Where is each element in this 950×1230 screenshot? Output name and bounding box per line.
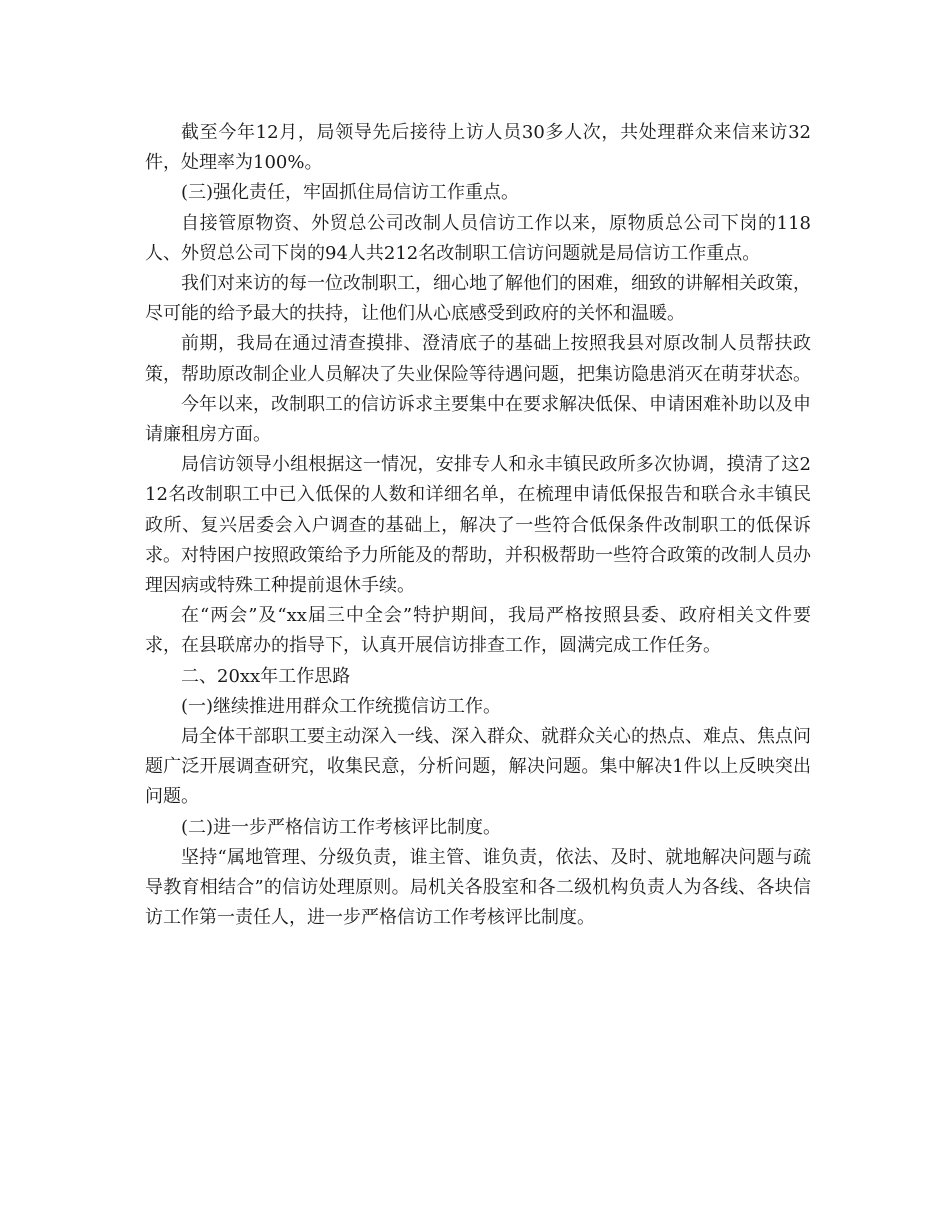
paragraph-7: 局信访领导小组根据这一情况，安排专人和永丰镇民政所多次协调，摸清了这212名改制职工中已入低保的人数和详细名单，在梳理申请低保报告和联合永丰镇民政所、复兴居委会入户调查的基础上，解决了一些符合低保条件改制职工的低保诉求。对特困户按照政策给予力所能及的帮助，并积极帮助一些符合政策的改制人员办理因病或特殊工种提前退休手续。 [145, 454, 811, 597]
paragraph-5: 前期，我局在通过清查摸排、澄清底子的基础上按照我县对原改制人员帮扶政策，帮助原改制企业人员解决了失业保险等待遇问题，把集访隐患消灭在萌芽状态。 [145, 333, 811, 385]
section-heading: 二、20xx年工作思路 [181, 665, 351, 687]
paragraph-2: (三)强化责任，牢固抓住局信访工作重点。 [181, 182, 520, 204]
paragraph-4: 我们对来访的每一位改制职工，细心地了解他们的困难，细致的讲解相关政策，尽可能的给予最大的扶持，让他们从心底感受到政府的关怀和温暖。 [145, 273, 811, 325]
paragraph-6: 今年以来，改制职工的信访诉求主要集中在要求解决低保、申请困难补助以及申请廉租房方面。 [145, 393, 811, 446]
subheading-2: (二)进一步严格信访工作考核评比制度。 [181, 816, 502, 838]
subheading-1: (一)继续推进用群众工作统揽信访工作。 [181, 695, 502, 717]
paragraph-3: 自接管原物资、外贸总公司改制人员信访工作以来，原物质总公司下岗的118人、外贸总公司下岗的94人共212名改制职工信访问题就是局信访工作重点。 [145, 212, 811, 264]
paragraph-8: 在“两会”及“xx届三中全会”特护期间，我局严格按照县委、政府相关文件要求，在县联席办的指导下，认真开展信访排查工作，圆满完成工作任务。 [145, 605, 811, 657]
paragraph-10: 坚持“属地管理、分级负责，谁主管、谁负责，依法、及时、就地解决问题与疏导教育相结合”的信访处理原则。局机关各股室和各二级机构负责人为各线、各块信访工作第一责任人，进一步严格信访工作考核评比制度。 [145, 846, 811, 929]
document-body [145, 118, 811, 933]
paragraph-1: 截至今年12月，局领导先后接待上访人员30多人次，共处理群众来信来访32件，处理率为100%。 [145, 122, 811, 174]
paragraph-9: 局全体干部职工要主动深入一线、深入群众、就群众关心的热点、难点、焦点问题广泛开展调查研究，收集民意，分析问题，解决问题。集中解决1件以上反映突出问题。 [145, 726, 811, 808]
